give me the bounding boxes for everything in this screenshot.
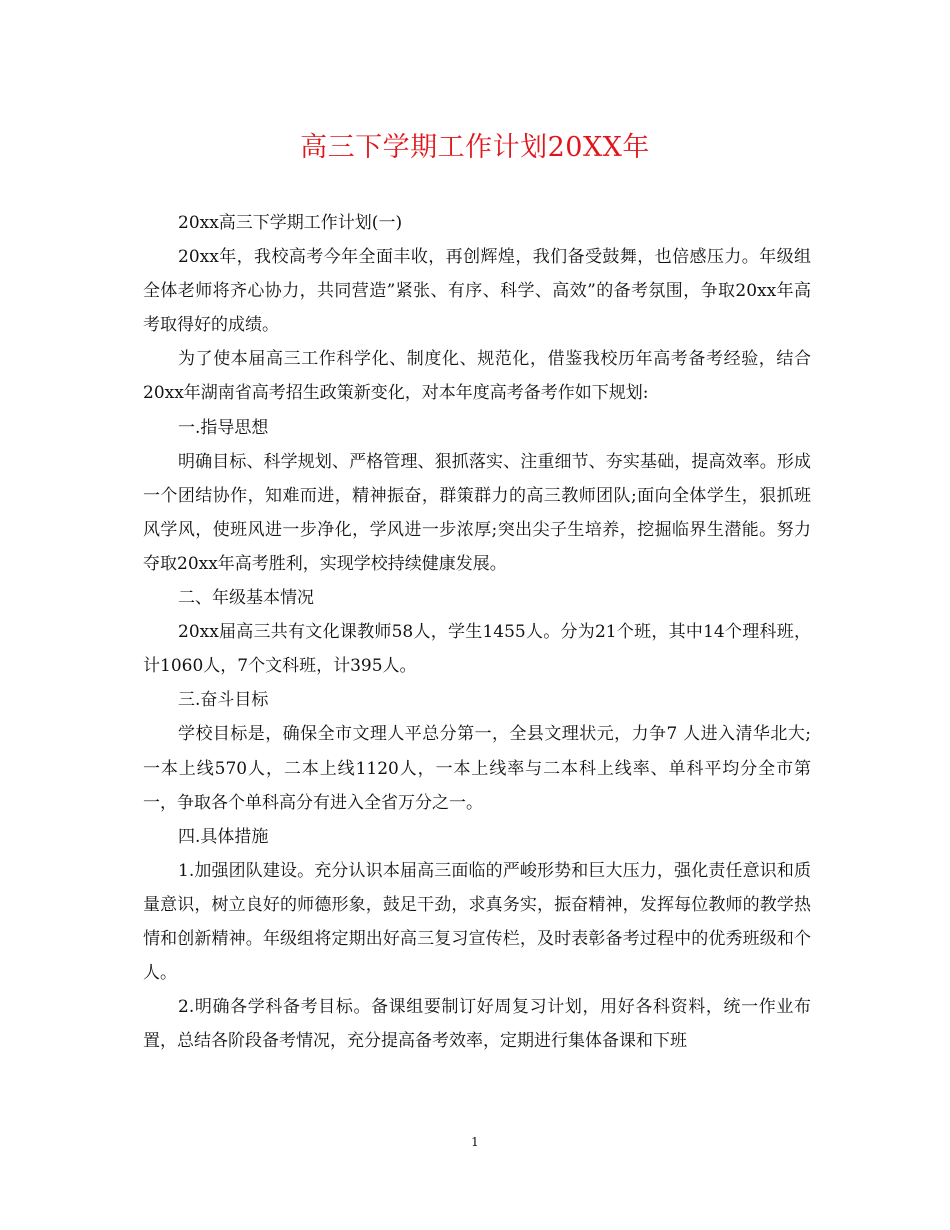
paragraph-measure-1: 1.加强团队建设。充分认识本届高三面临的严峻形势和巨大压力，强化责任意识和质量意识，树立良好的师德形象，鼓足干劲，求真务实，振奋精神，发挥每位教师的教学热情和创新精神。年级组将定期出好高三复习宣传栏，及时表彰备考过程中的优秀班级和个人。 [143,860,811,984]
paragraph-subtitle: 20xx高三下学期工作计划(一) [178,213,403,233]
paragraph-goals: 学校目标是，确保全市文理人平总分第一，全县文理状元，力争7 人进入清华北大; 一本上线570人，二本上线1120人，一本上线率与二本科上线率、单科平均分全市第一，争取各个单科高分有进入全省万分之一。 [143,724,811,813]
paragraph-guiding-thought: 明确目标、科学规划、严格管理、狠抓落实、注重细节、夯实基础，提高效率。形成一个团结协作，知难而进，精神振奋，群策群力的高三教师团队;面向全体学生，狠抓班风学风，使班风进一步净化，学风进一步浓厚;突出尖子生培养，挖掘临界生潜能。努力夺取20xx年高考胜利，实现学校持续健康发展。 [143,451,811,574]
paragraph-basic-situation: 20xx届高三共有文化课教师58人，学生1455人。分为21个班，其中14个理科班，计1060人，7个文科班，计395人。 [143,622,811,677]
page-number: 1 [471,1135,479,1149]
document-title: 高三下学期工作计划20XX年 [300,132,650,163]
paragraph-purpose: 为了使本届高三工作科学化、制度化、规范化，借鉴我校历年高考备考经验，结合20xx年湖南省高考招生政策新变化，对本年度高考备考作如下规划: [143,349,811,404]
paragraph-intro: 20xx年，我校高考今年全面丰收，再创辉煌，我们备受鼓舞，也倍感压力。年级组全体老师将齐心协力，共同营造”紧张、有序、科学、高效”的备考氛围，争取20xx年高考取得好的成绩。 [143,247,811,336]
section-heading-guiding-thought: 一.指导思想 [178,417,269,438]
section-heading-measures: 四.具体措施 [178,826,269,847]
section-heading-goals: 三.奋斗目标 [178,690,269,711]
section-heading-basic-situation: 二、年级基本情况 [178,588,314,609]
document-body [143,206,811,1058]
paragraph-measure-2: 2.明确各学科备考目标。备课组要制订好周复习计划，用好各科资料，统一作业布置，总结各阶段备考情况，充分提高备考效率，定期进行集体备课和下班 [143,997,811,1052]
